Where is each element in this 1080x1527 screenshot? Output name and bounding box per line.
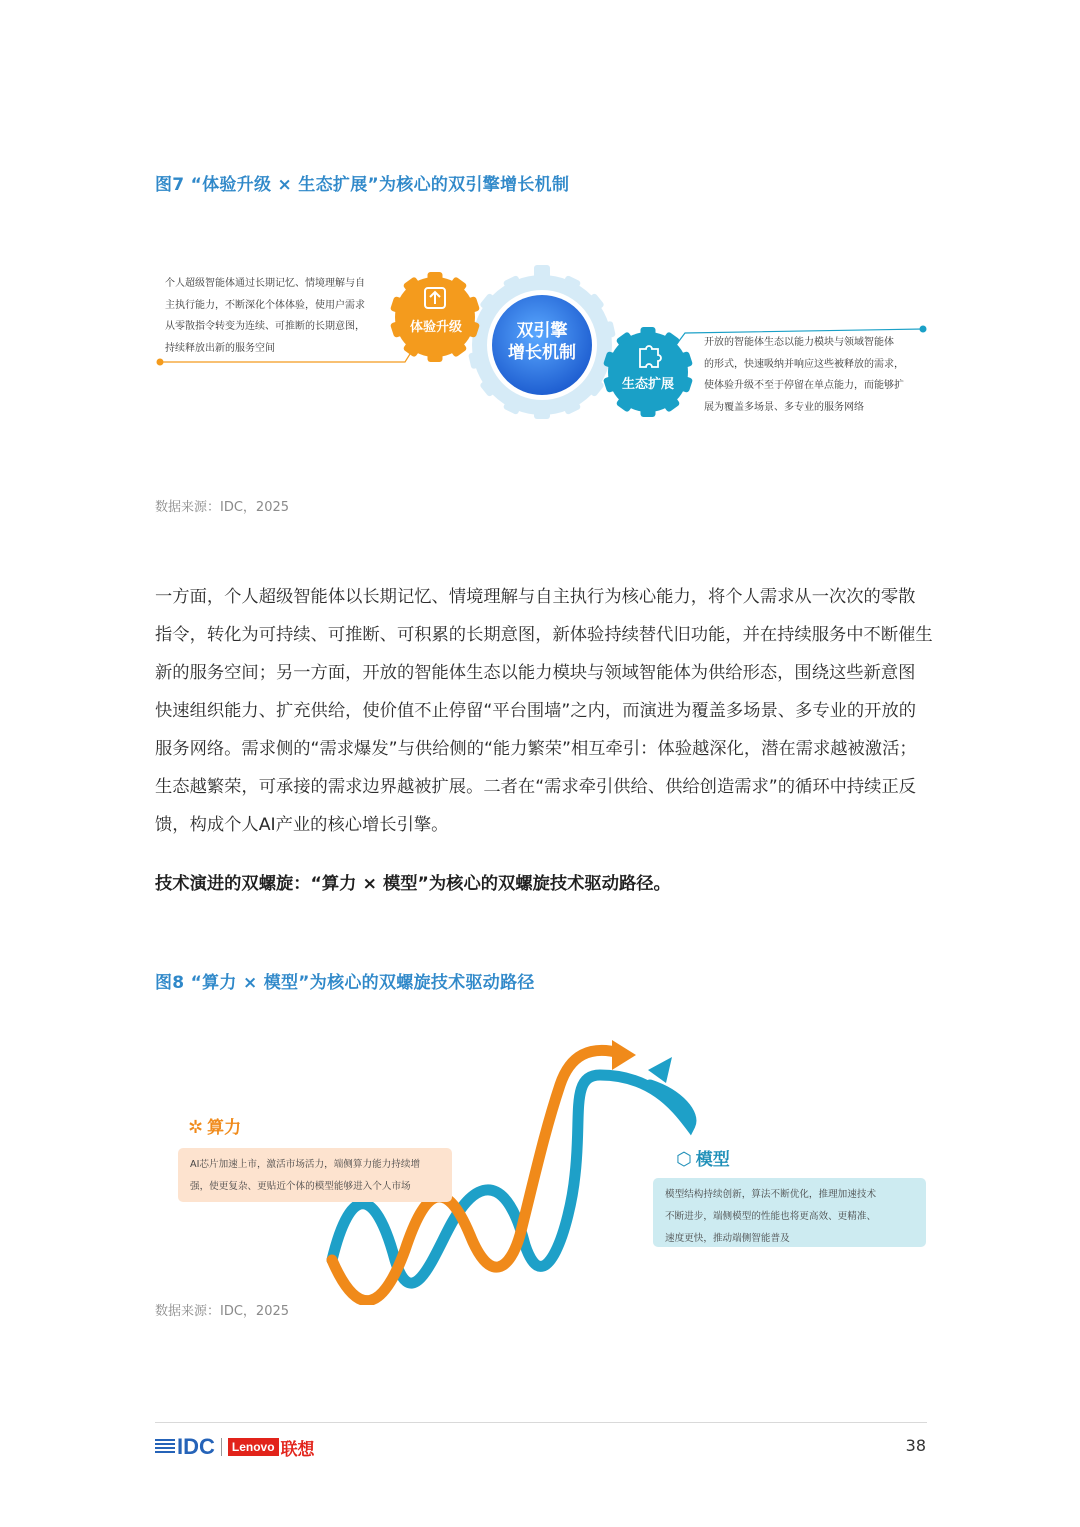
right-connector-line xyxy=(670,326,927,354)
gear-center-label xyxy=(492,320,592,364)
footer-logos xyxy=(155,1434,315,1460)
model-desc-line: 不断进步，端侧模型的性能也将更高效、更精准、 xyxy=(665,1211,877,1222)
figure7-right-line: 使体验升级不至于停留在单点能力，而能够扩 xyxy=(704,380,904,391)
paragraph-line: 新的服务空间；另一方面，开放的智能体生态以能力模块与领域智能体为供给形态，围绕这些新意图 xyxy=(155,663,916,683)
paragraph-line: 指令，转化为可持续、可推断、可积累的长期意图，新体验持续替代旧功能，并在持续服务中不断催生 xyxy=(155,625,933,645)
figure7-left-line: 个人超级智能体通过长期记忆、情境理解与自 xyxy=(165,278,365,289)
figure7-right-line: 开放的智能体生态以能力模块与领域智能体 xyxy=(704,337,894,348)
model-desc-line: 速度更快，推动端侧智能普及 xyxy=(665,1233,790,1244)
figure7-title: 图7 “体验升级 × 生态扩展”为核心的双引擎增长机制 xyxy=(155,175,570,195)
idc-logo: IDC xyxy=(177,1434,215,1459)
paragraph-line: 馈，构成个人AI产业的核心增长引擎。 xyxy=(155,815,449,835)
footer-divider xyxy=(155,1422,927,1423)
figure8-source: 数据来源：IDC，2025 xyxy=(155,1304,290,1319)
model-description-box xyxy=(653,1178,926,1247)
lenovo-logo: Lenovo xyxy=(228,1438,279,1456)
figure8-title: 图8 “算力 × 模型”为核心的双螺旋技术驱动路径 xyxy=(155,973,535,993)
paragraph-line: 一方面，个人超级智能体以长期记忆、情境理解与自主执行为核心能力，将个人需求从一次次的零散 xyxy=(155,587,916,607)
model-desc-line: 模型结构持续创新，算法不断优化，推理加速技术 xyxy=(665,1189,877,1200)
model-arrow-head xyxy=(648,1057,672,1083)
compute-desc-line: AI芯片加速上市，激活市场活力，端侧算力能力持续增 xyxy=(190,1159,421,1170)
compute-description-box xyxy=(178,1148,452,1202)
figure7-left-line: 持续释放出新的服务空间 xyxy=(165,342,275,354)
cube-icon: ⬡ xyxy=(676,1149,692,1170)
figure7-left-line: 主执行能力，不断深化个体体验，使用户需求 xyxy=(165,299,365,311)
figure7-source: 数据来源：IDC，2025 xyxy=(155,500,290,515)
section-heading: 技术演进的双螺旋：“算力 × 模型”为核心的双螺旋技术驱动路径。 xyxy=(155,874,671,894)
model-label-text: 模型 xyxy=(695,1150,730,1170)
gear-center-line2: 增长机制 xyxy=(508,343,576,363)
page-number: 38 xyxy=(905,1436,926,1455)
figure7-right-line: 展为覆盖多场景、多专业的服务网络 xyxy=(704,401,864,413)
logo-separator xyxy=(221,1438,222,1456)
body-paragraph xyxy=(155,578,933,844)
gear-left-label: 体验升级 xyxy=(409,320,462,335)
paragraph-line: 快速组织能力、扩充供给，使价值不止停留“平台围墙”之内，而演进为覆盖多场景、多专业的开放的 xyxy=(155,701,917,721)
model-label xyxy=(676,1145,730,1170)
lenovo-cn-logo: 联想 xyxy=(280,1439,315,1460)
idc-logo-lines xyxy=(155,1439,175,1455)
gear-center-line1: 双引擎 xyxy=(516,321,568,341)
atom-icon: ✲ xyxy=(188,1117,204,1138)
compute-arrow-head xyxy=(612,1040,636,1070)
figure7-right-line: 的形式，快速吸纳并响应这些被释放的需求， xyxy=(704,358,904,370)
compute-label xyxy=(188,1113,241,1138)
compute-desc-line: 强，使更复杂、更贴近个体的模型能够进入个人市场 xyxy=(190,1181,411,1192)
left-connector-line xyxy=(157,330,426,366)
compute-label-text: 算力 xyxy=(207,1118,242,1138)
gear-right-label: 生态扩展 xyxy=(621,377,674,392)
figure7-left-line: 从零散指令转变为连续、可推断的长期意图， xyxy=(165,321,365,332)
paragraph-line: 服务网络。需求侧的“需求爆发”与供给侧的“能力繁荣”相互牵引：体验越深化，潜在需求越被激活； xyxy=(155,739,917,759)
paragraph-line: 生态越繁荣，可承接的需求边界越被扩展。二者在“需求牵引供给、供给创造需求”的循环中持续正反 xyxy=(155,777,917,797)
